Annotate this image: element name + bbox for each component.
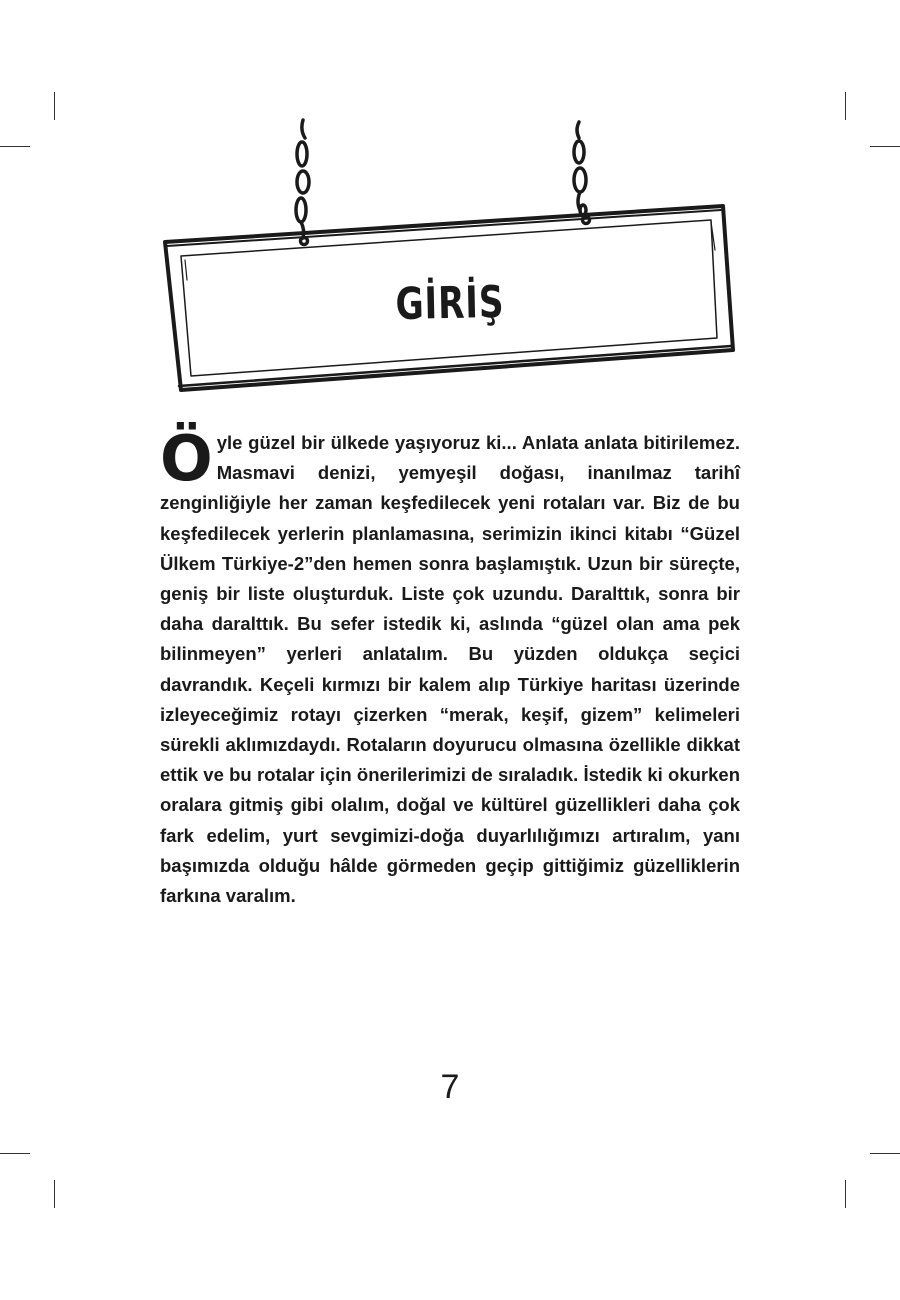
crop-mark [0, 1153, 30, 1154]
intro-paragraph [160, 422, 740, 911]
sign-title: GİRİŞ [395, 276, 505, 331]
page-number: 7 [440, 1068, 460, 1106]
crop-mark [0, 146, 30, 147]
crop-mark [54, 1180, 55, 1208]
drop-cap: Ö [160, 422, 213, 495]
crop-mark [845, 92, 846, 120]
crop-mark [54, 92, 55, 120]
left-chain-icon [296, 120, 309, 245]
right-chain-icon [574, 122, 590, 224]
crop-mark [845, 1180, 846, 1208]
paragraph-text: yle güzel bir ülkede yaşıyoruz ki... Anlata anlata bitirilemez. Masmavi denizi, yemyeşil doğası, inanılmaz tarihî zenginliğiyle her zaman keşfedilecek yeni rotaları var. Biz de bu keşfedilecek yerlerin planlamasına, serimizin ikinci kitabı “Güzel Ülkem Türkiye-2”den hemen sonra başlamıştık. Uzun bir süreçte, geniş bir liste oluşturduk. Liste çok uzundu. Daralttık, sonra bir daha daralttık. Bu sefer istedik ki, aslında “güzel olan ama pek bilinmeyen” yerleri anlatalım. Bu yüzden oldukça seçici davrandık. Keçeli kırmızı bir kalem alıp Türkiye haritası üzerinde izleyeceğimiz rotayı çizerken “merak, keşif, gizem” kelimeleri sürekli aklımızdaydı. Rotaların doyurucu olmasına özellikle dikkat ettik ve bu rotalar için önerilerimizi de sıraladık. İstedik ki okurken oralara gitmiş gibi olalım, doğal ve kültürel güzellikleri daha çok fark edelim, yurt sevgimizi-doğa duyarlılığımızı artıralım, yanı başımızda olduğu hâlde görmeden geçip gittiğimiz güzelliklerin farkına varalım. [160, 432, 740, 907]
crop-mark [870, 1153, 900, 1154]
crop-mark [870, 146, 900, 147]
hanging-sign-illustration [155, 110, 755, 410]
